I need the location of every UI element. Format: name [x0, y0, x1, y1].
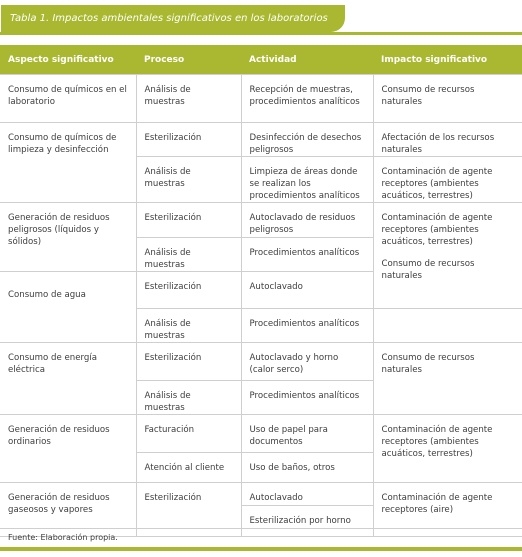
activity-cell: Autoclavado — [241, 483, 373, 506]
activity-cell: Esterilización por horno — [241, 506, 373, 537]
aspect-cell: Consumo de agua — [0, 272, 136, 343]
aspect-cell: Generación de residuos gaseosos y vapores — [0, 483, 136, 537]
process-cell: Esterilización — [136, 123, 241, 157]
activity-cell: Procedimientos analíticos — [241, 238, 373, 272]
activity-cell: Autoclavado y horno (calor serco) — [241, 343, 373, 381]
impact-cell: Consumo de recursos naturales — [373, 343, 522, 415]
impact-cell: Contaminación de agente receptores (ambientes acuáticos, terrestres) — [373, 157, 522, 203]
impact-cell: Consumo de recursos naturales — [373, 75, 522, 123]
activity-cell: Uso de papel para documentos — [241, 415, 373, 453]
table-footer — [0, 528, 522, 546]
header-actividad: Actividad — [241, 45, 373, 75]
table-row — [0, 415, 522, 453]
header-proceso: Proceso — [136, 45, 241, 75]
impact-text: Contaminación de agente receptores (ambientes acuáticos, terrestres) — [381, 213, 493, 247]
header-row — [0, 45, 522, 75]
impacts-table — [0, 45, 522, 537]
table-caption: Tabla 1. Impactos ambientales significativos en los laboratorios — [1, 5, 345, 32]
impact-cell: Contaminación de agente receptores (ambientes acuáticos, terrestres) — [373, 415, 522, 483]
aspect-cell: Generación de residuos peligrosos (líquidos y sólidos) — [0, 203, 136, 272]
header-aspecto: Aspecto significativo — [0, 45, 136, 75]
impact-cell — [373, 203, 522, 309]
aspect-cell: Generación de residuos ordinarios — [0, 415, 136, 483]
activity-cell: Recepción de muestras, procedimientos analíticos — [241, 75, 373, 123]
aspect-cell: Consumo de químicos de limpieza y desinfección — [0, 123, 136, 203]
activity-cell: Limpieza de áreas donde se realizan los procedimientos analíticos — [241, 157, 373, 203]
activity-cell: Autoclavado de residuos peligrosos — [241, 203, 373, 238]
process-cell: Esterilización — [136, 203, 241, 238]
aspect-cell: Consumo de químicos en el laboratorio — [0, 75, 136, 123]
process-cell: Esterilización — [136, 483, 241, 537]
impact-cell — [373, 309, 522, 343]
table-row — [0, 343, 522, 381]
impact-cell: Contaminación de agente receptores (aire) — [373, 483, 522, 537]
header-impacto: Impacto significativo — [373, 45, 522, 75]
table-row — [0, 123, 522, 157]
source-note: Fuente: Elaboración propia. — [8, 533, 118, 542]
process-cell: Atención al cliente — [136, 453, 241, 483]
process-cell: Análisis de muestras — [136, 157, 241, 203]
process-cell: Esterilización — [136, 343, 241, 381]
table-row — [0, 203, 522, 238]
process-cell: Análisis de muestras — [136, 309, 241, 343]
activity-cell: Autoclavado — [241, 272, 373, 309]
process-cell: Esterilización — [136, 272, 241, 309]
table-row — [0, 75, 522, 123]
activity-cell: Uso de baños, otros — [241, 453, 373, 483]
aspect-cell: Consumo de energía eléctrica — [0, 343, 136, 415]
process-cell: Análisis de muestras — [136, 75, 241, 123]
table-row — [0, 483, 522, 506]
bottom-rule — [0, 547, 522, 551]
process-cell: Análisis de muestras — [136, 381, 241, 415]
caption-rule — [0, 32, 522, 35]
impact-cell: Afectación de los recursos naturales — [373, 123, 522, 157]
activity-cell: Procedimientos analíticos — [241, 381, 373, 415]
activity-cell: Procedimientos analíticos — [241, 309, 373, 343]
impact-text: Consumo de recursos naturales — [381, 259, 475, 281]
process-cell: Facturación — [136, 415, 241, 453]
process-cell: Análisis de muestras — [136, 238, 241, 272]
activity-cell: Desinfección de desechos peligrosos — [241, 123, 373, 157]
